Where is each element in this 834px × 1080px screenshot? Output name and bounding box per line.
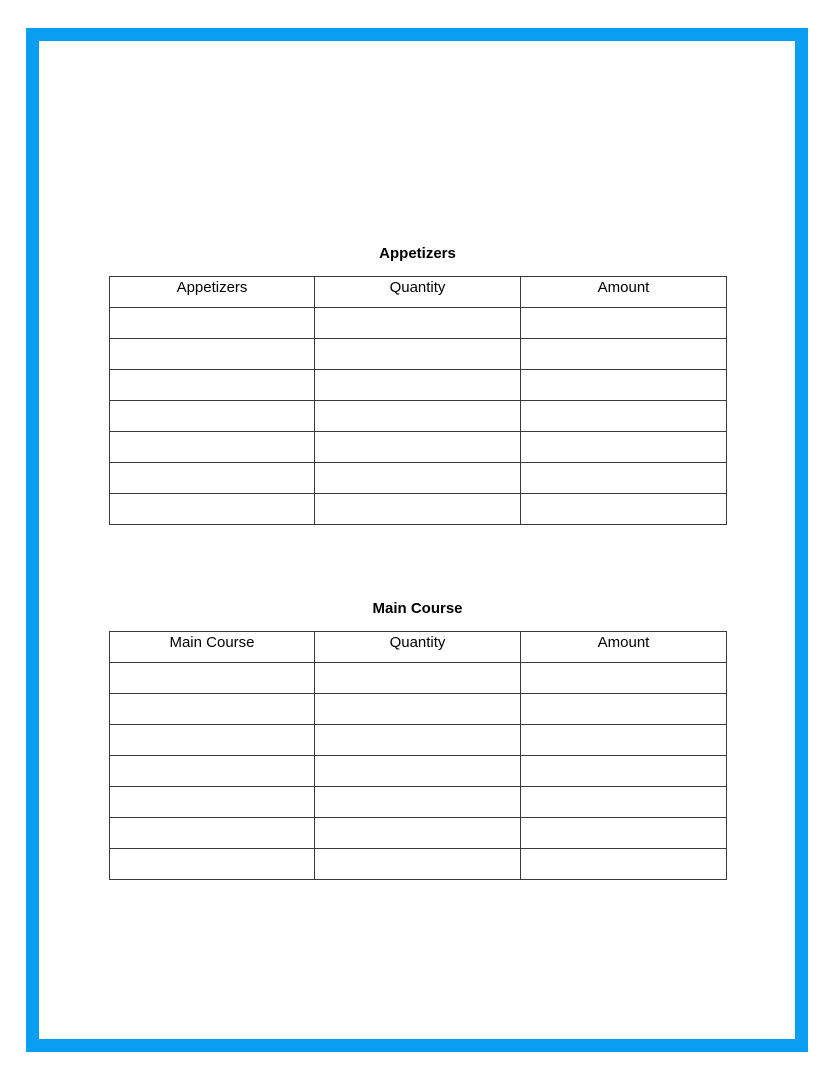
table-row — [110, 370, 727, 401]
table-cell-amount[interactable] — [521, 432, 727, 463]
main-course-table — [109, 631, 727, 880]
table-cell-amount[interactable] — [521, 370, 727, 401]
table-cell-amount[interactable] — [521, 494, 727, 525]
table-cell-quantity[interactable] — [315, 756, 521, 787]
table-cell-item[interactable] — [110, 663, 315, 694]
table-cell-amount[interactable] — [521, 401, 727, 432]
table-row — [110, 694, 727, 725]
table-row — [110, 432, 727, 463]
table-cell-amount[interactable] — [521, 725, 727, 756]
main-course-section-title: Main Course — [372, 600, 463, 617]
column-header-amount: Amount — [521, 632, 727, 663]
appetizers-table — [109, 276, 727, 525]
table-row — [110, 339, 727, 370]
table-cell-quantity[interactable] — [315, 663, 521, 694]
table-cell-amount[interactable] — [521, 787, 727, 818]
table-header-row — [110, 632, 727, 663]
table-row — [110, 818, 727, 849]
table-cell-quantity[interactable] — [315, 308, 521, 339]
column-header-amount: Amount — [521, 277, 727, 308]
table-row — [110, 463, 727, 494]
table-cell-item[interactable] — [110, 849, 315, 880]
table-row — [110, 725, 727, 756]
table-header-row — [110, 277, 727, 308]
table-cell-quantity[interactable] — [315, 401, 521, 432]
column-header-quantity: Quantity — [315, 277, 521, 308]
appetizers-section — [109, 244, 726, 525]
column-header-item: Appetizers — [110, 277, 315, 308]
table-row — [110, 787, 727, 818]
table-row — [110, 663, 727, 694]
appetizers-section-title: Appetizers — [379, 245, 456, 262]
table-cell-item[interactable] — [110, 308, 315, 339]
table-cell-item[interactable] — [110, 725, 315, 756]
table-row — [110, 849, 727, 880]
table-cell-quantity[interactable] — [315, 494, 521, 525]
column-header-item: Main Course — [110, 632, 315, 663]
table-cell-quantity[interactable] — [315, 370, 521, 401]
column-header-quantity: Quantity — [315, 632, 521, 663]
table-cell-amount[interactable] — [521, 463, 727, 494]
table-cell-item[interactable] — [110, 339, 315, 370]
table-cell-quantity[interactable] — [315, 849, 521, 880]
table-row — [110, 494, 727, 525]
table-cell-quantity[interactable] — [315, 432, 521, 463]
table-cell-amount[interactable] — [521, 663, 727, 694]
table-cell-item[interactable] — [110, 756, 315, 787]
page-border-frame — [26, 28, 808, 1052]
table-cell-quantity[interactable] — [315, 787, 521, 818]
table-cell-item[interactable] — [110, 432, 315, 463]
table-cell-item[interactable] — [110, 818, 315, 849]
table-cell-amount[interactable] — [521, 308, 727, 339]
table-cell-quantity[interactable] — [315, 694, 521, 725]
table-cell-amount[interactable] — [521, 339, 727, 370]
table-cell-amount[interactable] — [521, 849, 727, 880]
table-cell-quantity[interactable] — [315, 463, 521, 494]
table-row — [110, 308, 727, 339]
table-cell-amount[interactable] — [521, 756, 727, 787]
table-cell-quantity[interactable] — [315, 725, 521, 756]
table-cell-amount[interactable] — [521, 818, 727, 849]
table-cell-quantity[interactable] — [315, 339, 521, 370]
table-cell-item[interactable] — [110, 694, 315, 725]
table-cell-item[interactable] — [110, 370, 315, 401]
table-cell-amount[interactable] — [521, 694, 727, 725]
table-row — [110, 401, 727, 432]
table-cell-item[interactable] — [110, 494, 315, 525]
table-cell-item[interactable] — [110, 787, 315, 818]
table-cell-item[interactable] — [110, 401, 315, 432]
table-cell-item[interactable] — [110, 463, 315, 494]
table-row — [110, 756, 727, 787]
table-cell-quantity[interactable] — [315, 818, 521, 849]
main-course-section — [109, 599, 726, 880]
